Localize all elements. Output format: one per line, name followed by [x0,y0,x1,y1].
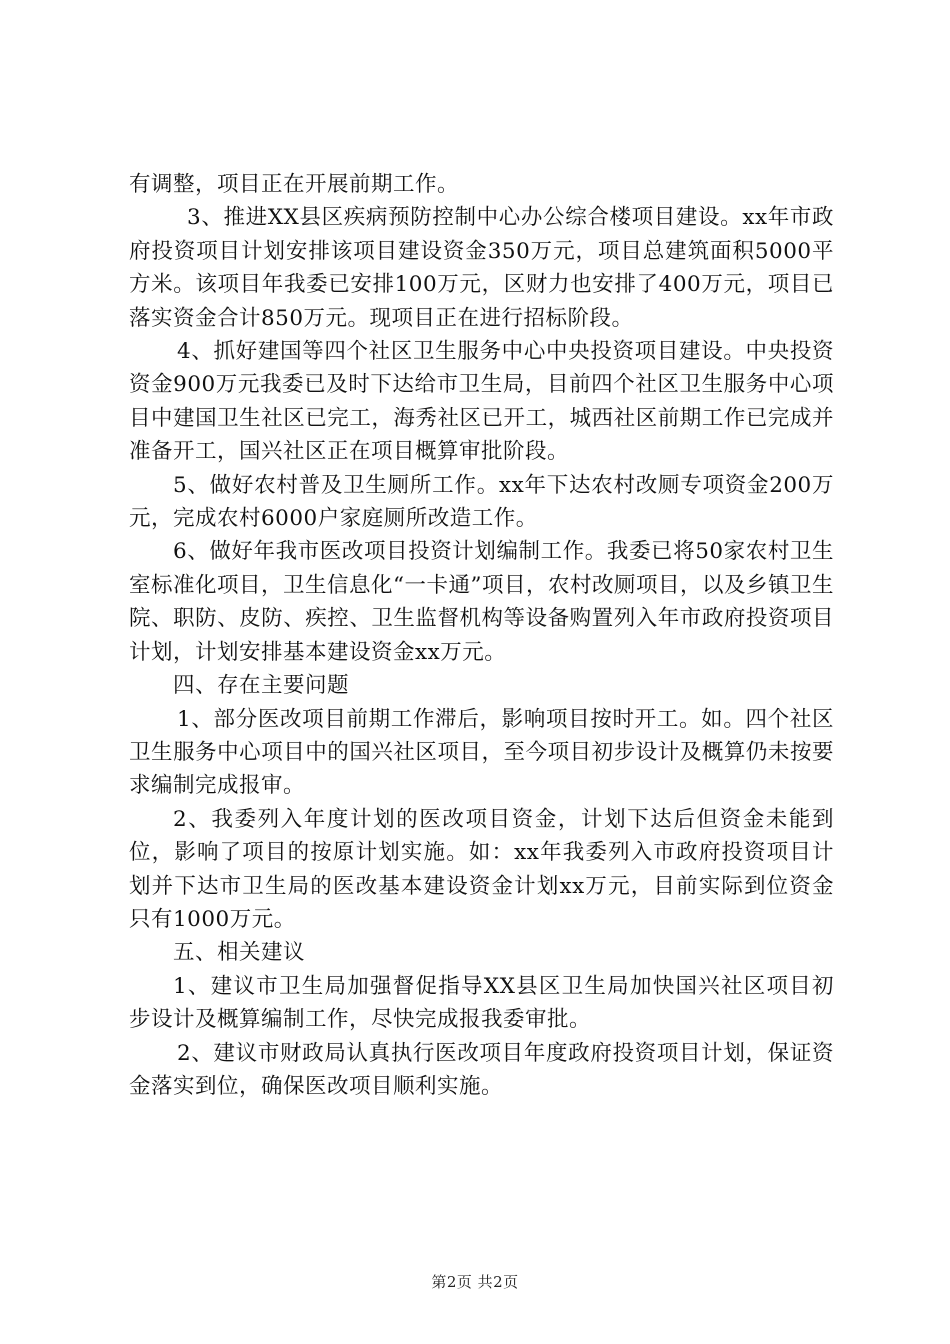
paragraph-continuation: 有调整，项目正在开展前期工作。 [129,172,460,197]
paragraph-item-4: 4、抓好建国等四个社区卫生服务中心中央投资项目建设。中央投资资金900万元我委已及时下达给市卫生局，目前四个社区卫生服务中心项目中建国卫生社区已完工，海秀社区已开工，城西社区前期工作已完成并准备开工，国兴社区正在项目概算审批阶段。 [129,339,834,465]
paragraph-item-3: 3、推进XX县区疾病预防控制中心办公综合楼项目建设。xx年市政府投资项目计划安排该项目建设资金350万元，项目总建筑面积5000平方米。该项目年我委已安排100万元，区财力也安排了400万元，项目已落实资金合计850万元。现项目正在进行招标阶段。 [129,205,834,331]
page-footer: 第2页 共2页 [431,1273,519,1291]
paragraph-suggestion-1: 1、建议市卫生局加强督促指导XX县区卫生局加快国兴社区项目初步设计及概算编制工作，尽快完成报我委审批。 [129,973,834,1033]
paragraph-item-5: 5、做好农村普及卫生厕所工作。xx年下达农村改厕专项资金200万元，完成农村6000户家庭厕所改造工作。 [129,472,834,532]
paragraph-problem-1: 1、部分医改项目前期工作滞后，影响项目按时开工。如。四个社区卫生服务中心项目中的国兴社区项目，至今项目初步设计及概算仍未按要求编制完成报审。 [129,706,834,799]
paragraph-item-6: 6、做好年我市医改项目投资计划编制工作。我委已将50家农村卫生室标准化项目，卫生信息化“一卡通”项目，农村改厕项目，以及乡镇卫生院、职防、皮防、疾控、卫生监督机构等设备购置列入年市政府投资项目计划，计划安排基本建设资金xx万元。 [129,539,834,665]
paragraph-suggestion-2: 2、建议市财政局认真执行医改项目年度政府投资项目计划，保证资金落实到位，确保医改项目顺利实施。 [129,1040,834,1099]
paragraph-problem-2: 2、我委列入年度计划的医改项目资金，计划下达后但资金未能到位，影响了项目的按原计划实施。如：xx年我委列入市政府投资项目计划并下达市卫生局的医改基本建设资金计划xx万元，目前实际到位资金只有1000万元。 [129,806,834,932]
section-heading-problems: 四、存在主要问题 [173,673,350,699]
document-body [129,168,834,1103]
section-heading-suggestions: 五、相关建议 [173,940,306,966]
